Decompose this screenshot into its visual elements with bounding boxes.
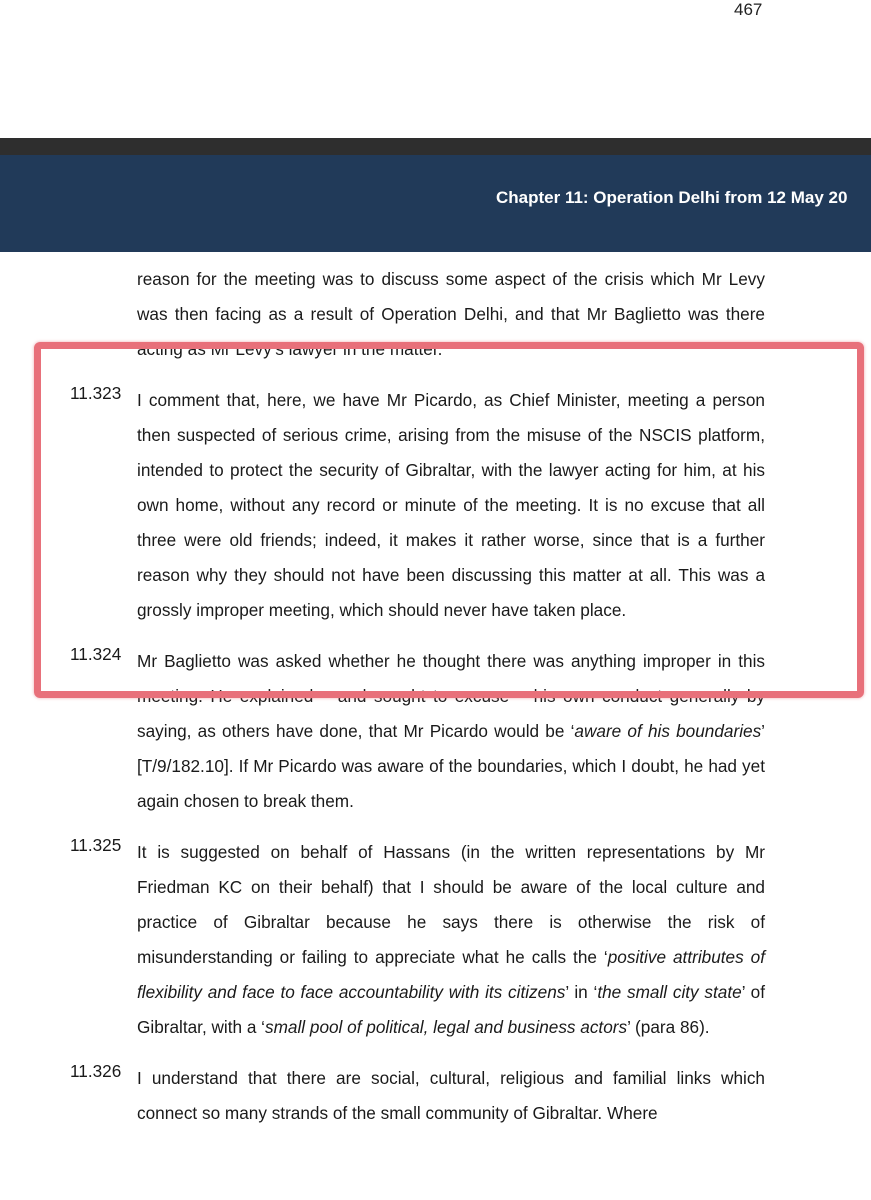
paragraph-number: 11.325	[70, 835, 122, 855]
header-top-rule	[0, 138, 871, 155]
chapter-header-band	[0, 138, 871, 252]
highlight-annotation-box	[34, 342, 864, 698]
paragraph-text: I understand that there are social, cultural, religious and familial links which connect so many strands of the small community of Gibraltar. Where	[137, 1068, 765, 1123]
paragraph-text: I comment that, here, we have Mr Picardo, as Chief Minister, meeting a person then suspected of serious crime, arising from the misuse of the NSCIS platform, intended to protect the security of Gibraltar, with the lawyer acting for him, at his own home, without any record or minute of the meeting. It is no excuse that all three were old friends; indeed, it makes it rather worse, since that is a further reason why they should not have been discussing this matter at all. This was a grossly improper meeting, which should never have taken place.	[137, 390, 765, 620]
paragraph-number: 11.324	[70, 644, 122, 664]
text-run: ’ of Gibraltar, with a ‘	[137, 982, 765, 1037]
chapter-title: Chapter 11: Operation Delhi from 12 May 20	[496, 188, 848, 207]
quoted-text: aware of his boundaries	[574, 721, 762, 741]
paragraph-number: 11.326	[70, 1061, 122, 1081]
quoted-text: small pool of political, legal and business actors	[265, 1017, 628, 1037]
paragraph-text: reason for the meeting was to discuss some aspect of the crisis which Mr Levy was then facing as a result of Operation Delhi, and that Mr Baglietto was there acting as Mr Levy’s lawyer in the matter.	[137, 269, 765, 359]
page-number: 467	[734, 0, 763, 19]
paragraph-text	[137, 835, 765, 1045]
text-run: ’ in ‘	[565, 982, 598, 1002]
quoted-text: the small city state	[597, 982, 742, 1002]
text-run: ’ (para 86).	[627, 1017, 710, 1037]
text-run: ’ [T/9/182.10]. If Mr Picardo was aware of the boundaries, which I doubt, he had yet again chosen to break them.	[137, 721, 765, 811]
text-run: Mr Baglietto was asked whether he thought there was anything improper in this meeting. He explained – and sought to excuse – his own conduct generally by saying, as others have done, that Mr Picardo would be ‘	[137, 651, 765, 741]
text-run: It is suggested on behalf of Hassans (in the written representations by Mr Friedman KC on their behalf) that I should be aware of the local culture and practice of Gibraltar because he says there is otherwise the risk of misunderstanding or failing to appreciate what he calls the ‘	[137, 842, 765, 967]
paragraph-11-325	[0, 835, 871, 1045]
quoted-text: positive attributes of flexibility and face to face accountability with its citizens	[137, 947, 765, 1002]
paragraph-number: 11.323	[70, 383, 122, 403]
paragraph-11-326	[0, 1061, 871, 1131]
